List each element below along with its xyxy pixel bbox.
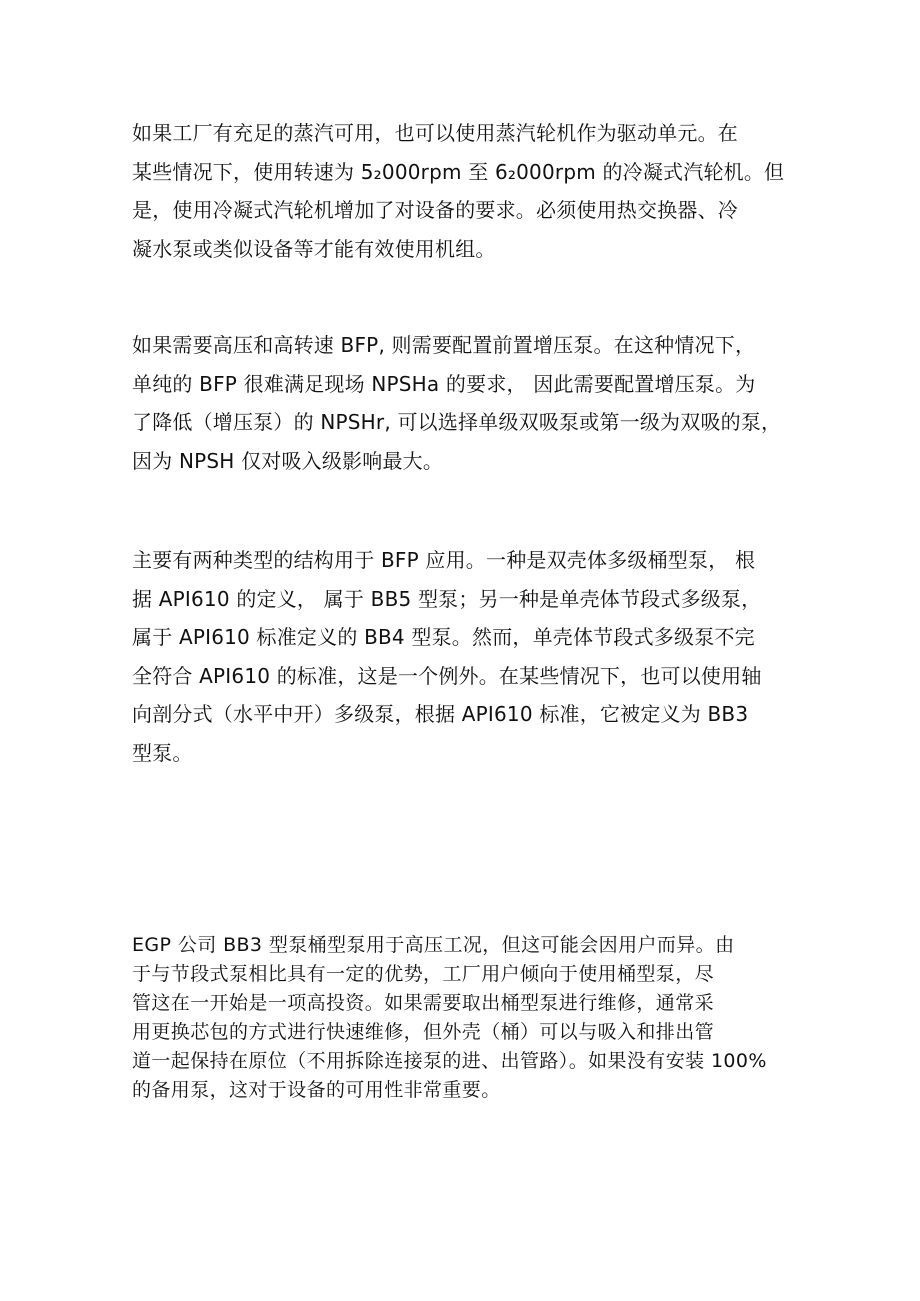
paragraph-line: 据 API610 的定义， 属于 BB5 型泵；另一种是单壳体节段式多级泵， — [132, 586, 762, 611]
paragraph-line: EGP 公司 BB3 型泵桶型泵用于高压工况，但这可能会因用户而异。由 — [132, 934, 735, 956]
paragraph-line: 于与节段式泵相比具有一定的优势，工厂用户倾向于使用桶型泵，尽 — [132, 963, 715, 985]
paragraph-line: 向剖分式（水平中开）多级泵，根据 API610 标准，它被定义为 BB3 — [132, 702, 749, 726]
paragraph-line: 道一起保持在原位（不用拆除连接泵的进、出管路）。如果没有安装 100% — [132, 1050, 767, 1072]
paragraph-egp-barrel-pump — [132, 931, 812, 1105]
paragraph-line: 了降低（增压泵）的 NPSHr, 可以选择单级双吸泵或第一级为双吸的泵， — [132, 410, 782, 434]
paragraph-line: 用更换芯包的方式进行快速维修，但外壳（桶）可以与吸入和排出管 — [132, 1021, 715, 1043]
paragraph-booster-pump — [132, 326, 812, 480]
paragraph-line: 主要有两种类型的结构用于 BFP 应用。一种是双壳体多级桶型泵， 根 — [132, 548, 756, 572]
paragraph-line: 管这在一开始是一项高投资。如果需要取出桶型泵进行维修，通常采 — [132, 992, 715, 1014]
paragraph-line: 如果需要高压和高转速 BFP, 则需要配置前置增压泵。在这种情况下， — [132, 333, 756, 357]
paragraph-line: 的备用泵，这对于设备的可用性非常重要。 — [132, 1079, 501, 1101]
paragraph-line: 单纯的 BFP 很难满足现场 NPSHa 的要求， 因此需要配置增压泵。为 — [132, 371, 756, 396]
paragraph-line: 是，使用冷凝式汽轮机增加了对设备的要求。必须使用热交换器、冷 — [132, 198, 738, 222]
paragraph-line: 属于 API610 标准定义的 BB4 型泵。然而，单壳体节段式多级泵不完 — [132, 625, 755, 649]
paragraph-line: 凝水泵或类似设备等才能有效使用机组。 — [132, 236, 496, 261]
paragraph-bfp-structures — [132, 541, 812, 772]
paragraph-line: 全符合 API610 的标准，这是一个例外。在某些情况下，也可以使用轴 — [132, 663, 762, 688]
paragraph-line: 型泵。 — [132, 740, 193, 765]
paragraph-line: 因为 NPSH 仅对吸入级影响最大。 — [132, 448, 444, 473]
paragraph-line: 某些情况下，使用转速为 5₂000rpm 至 6₂000rpm 的冷凝式汽轮机。但 — [132, 159, 785, 184]
paragraph-line: 如果工厂有充足的蒸汽可用，也可以使用蒸汽轮机作为驱动单元。在 — [132, 121, 738, 145]
paragraph-steam-turbine — [132, 114, 812, 268]
